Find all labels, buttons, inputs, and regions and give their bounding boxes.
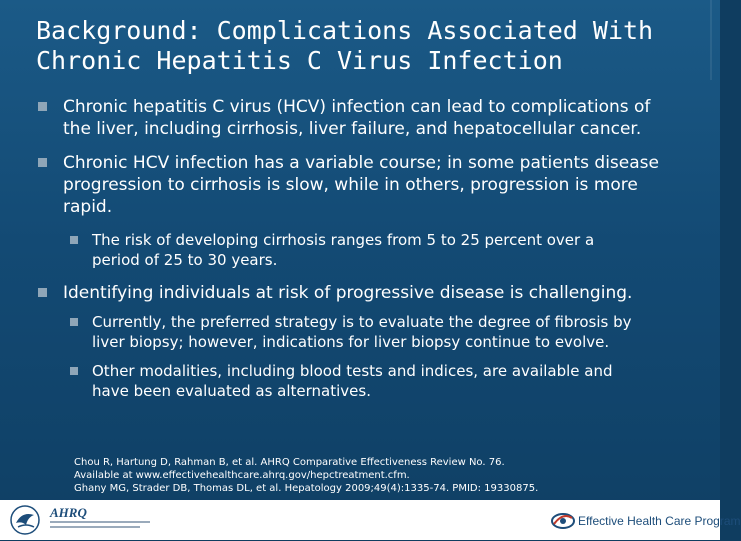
effective-health-care-swoosh-icon [550, 508, 576, 534]
ahrq-logo [8, 503, 158, 537]
bullet-item [38, 152, 698, 218]
bullet-marker [70, 318, 78, 326]
bullet-text-line: have been evaluated as alternatives. [92, 382, 371, 400]
bullet-text-line: rapid. [63, 197, 113, 217]
reference-line: Available at www.effectivehealthcare.ahrq.gov/hepctreatment.cfm. [74, 470, 410, 481]
bullet-text-line: the liver, including cirrhosis, liver failure, and hepatocellular cancer. [63, 119, 642, 139]
bullet-text-line: Currently, the preferred strategy is to evaluate the degree of fibrosis by [92, 313, 632, 331]
bullet-text-line: Identifying individuals at risk of progressive disease is challenging. [63, 283, 633, 303]
slide-title-line-1: Background: Complications Associated With [36, 16, 654, 45]
ehc-logo-text: Effective Health Care Program [578, 514, 741, 528]
sub-bullet-item [70, 361, 690, 401]
bullet-marker [38, 288, 47, 297]
ahrq-logo-text: AHRQ [50, 505, 87, 520]
decorative-rule [710, 0, 712, 80]
references [74, 456, 634, 495]
bullet-text-line: The risk of developing cirrhosis ranges from 5 to 25 percent over a [92, 231, 595, 249]
footer-bar [0, 500, 741, 540]
reference-line: Ghany MG, Strader DB, Thomas DL, et al. Hepatology 2009;49(4):1335-74. PMID: 19330875. [74, 483, 539, 494]
slide-title [36, 16, 696, 76]
bullet-text-line: Other modalities, including blood tests and indices, are available and [92, 362, 613, 380]
bullet-text-line: Chronic HCV infection has a variable course; in some patients disease [63, 153, 659, 173]
bullet-item [38, 96, 698, 140]
effective-health-care-logo [550, 508, 741, 534]
logo-tagline-line [50, 526, 140, 528]
bullet-text-line: liver biopsy; however, indications for liver biopsy continue to evolve. [92, 333, 610, 351]
sub-bullet-item [70, 312, 690, 352]
bullet-marker [38, 102, 47, 111]
bullet-marker [38, 158, 47, 167]
bullet-text-line: period of 25 to 30 years. [92, 251, 278, 269]
bullet-marker [70, 367, 78, 375]
slide-title-line-2: Chronic Hepatitis C Virus Infection [36, 46, 563, 75]
bullet-text-line: progression to cirrhosis is slow, while in others, progression is more [63, 175, 638, 195]
reference-line: Chou R, Hartung D, Rahman B, et al. AHRQ Comparative Effectiveness Review No. 76. [74, 457, 505, 468]
bullet-text-line: Chronic hepatitis C virus (HCV) infection can lead to complications of [63, 97, 651, 117]
bullet-item [38, 282, 698, 304]
bullet-marker [70, 236, 78, 244]
sub-bullet-item [70, 230, 690, 270]
hhs-eagle-icon [8, 503, 44, 537]
logo-tagline-line [50, 521, 150, 523]
